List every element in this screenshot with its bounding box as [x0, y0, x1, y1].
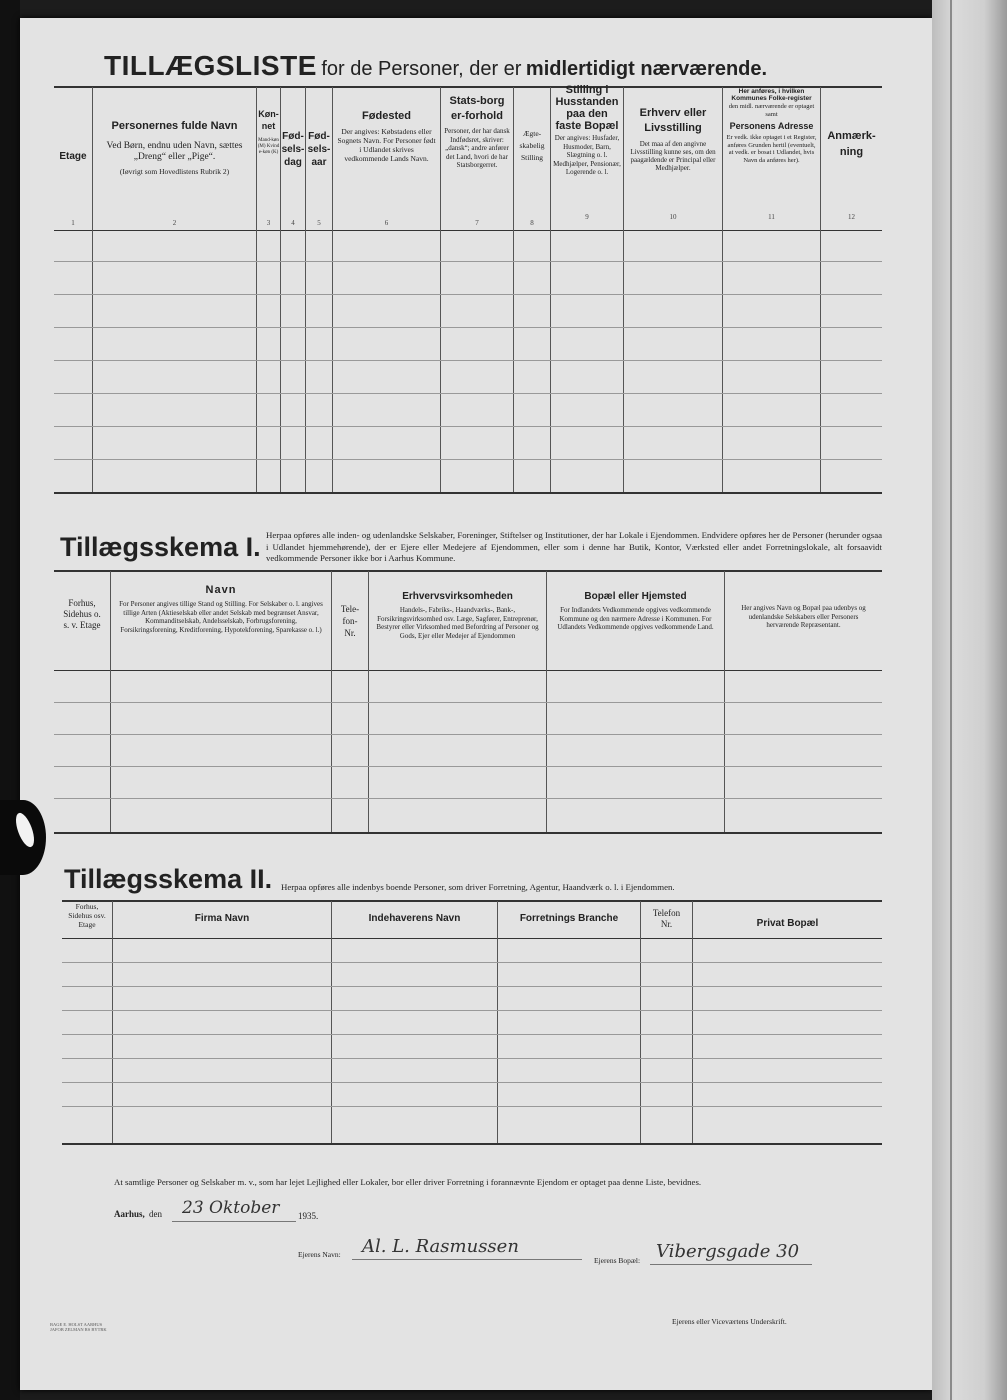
skema1-row-line: [54, 734, 882, 735]
skema2-row-line: [62, 1058, 882, 1059]
printer-imprint: [50, 1322, 107, 1332]
skema1-row-line: [54, 766, 882, 767]
t1-header-birthplace: [333, 110, 440, 163]
t1-address-desc: Er vedk. ikke optaget i et Register, anføres Grunden hertil (eventuelt, at vedk. er bosat i Udlandet, hvis Navn da anføres her).: [726, 134, 817, 164]
t1-header-name: [93, 120, 256, 176]
den-label: den: [149, 1209, 163, 1219]
skema1-top-border: [54, 570, 882, 572]
table1-row-line: [54, 261, 882, 262]
t1-address-pre: Her anføres, i hvilken Kommunes Folke-register: [731, 88, 812, 102]
s1-header-phone: Tele-fon-Nr.: [340, 604, 360, 638]
s1-header-business: [369, 590, 546, 640]
table1-row-line: [54, 327, 882, 328]
t1-household-desc: Der angives: Husfader, Husmoder, Barn, Slægtning o. l. Medhjælper, Pensionær, Logerende o. l.: [553, 134, 621, 176]
t1-header-marital: Ægte-skabelig Stilling: [519, 129, 545, 162]
s1-header-representative: Her angives Navn og Bopæl paa udenbys og udenlandske Selskabers eller Personers herværende Repræsentant.: [741, 604, 866, 629]
title-main: TILLÆGSLISTE: [104, 50, 317, 81]
owner-address-underline: [650, 1264, 812, 1265]
s1-name-title: Navn: [205, 584, 237, 596]
t1-colnum: 12: [848, 213, 855, 221]
t1-occupation-desc: Det maa af den angivne Livsstilling kunne ses, om den paagældende er Principal eller Medhjælper.: [630, 140, 716, 172]
skema2-row-line: [62, 1010, 882, 1011]
t1-name-note: (Iøvrigt som Hovedlistens Rubrik 2): [119, 167, 230, 176]
skema2-row-line: [62, 986, 882, 987]
skema1-title: Tillægsskema I.: [60, 532, 261, 562]
title-rest-b: midlertidigt nærværende.: [525, 58, 768, 80]
owner-name-underline: [352, 1259, 582, 1260]
s1-header-name: [111, 584, 331, 634]
page-title: [104, 50, 767, 82]
owner-name-signature: Al. L. Rasmussen: [362, 1236, 519, 1257]
place-label: Aarhus,: [114, 1209, 145, 1219]
skema2-row-line: [62, 1082, 882, 1083]
t1-address-mid: den midl. nærværende er optaget samt: [728, 103, 815, 118]
skema2-row-line: [62, 1034, 882, 1035]
skema1-row-line: [54, 702, 882, 703]
skema2-bottom-border: [62, 1143, 882, 1145]
t1-header-citizenship: [441, 94, 513, 170]
printer-line-2: JAFOB ZELMAN RS BYTRK: [50, 1327, 107, 1332]
t1-birthplace-desc: Der angives: Købstadens eller Sognets Navn. For Personer født i Udlandet skrives vedkommende Lands Navn.: [337, 127, 436, 163]
t1-colnum: 9: [585, 213, 589, 221]
next-page-edge: [932, 0, 1007, 1400]
t1-colnum: 7: [475, 219, 479, 227]
year-label: 1935.: [298, 1211, 319, 1221]
t1-colnum: 6: [384, 219, 389, 227]
t1-name-desc: Ved Børn, endnu uden Navn, sættes „Dreng“ eller „Pige“.: [106, 141, 243, 162]
skema2-row-line: [62, 1106, 882, 1107]
t1-gender-title: Køn-net: [258, 109, 279, 131]
t1-header-household: [551, 84, 623, 177]
certification-text: At samtlige Personer og Selskaber m. v., som har lejet Lejlighed eller Lokaler, bor eller driver Forretning i forannævnte Ejendom er optaget paa denne Liste, bevidnes.: [114, 1177, 702, 1187]
t1-gender-desc: Mand-køn (M) Kvinde-køn (K): [257, 138, 280, 155]
owner-name-label: Ejerens Navn:: [298, 1250, 341, 1259]
s2-header-branch: Forretnings Branche: [519, 913, 619, 924]
t1-header-address: [723, 88, 820, 164]
t1-colnum: 2: [172, 219, 177, 227]
handwritten-date: 23 Oktober: [182, 1198, 280, 1218]
s1-business-title: Erhvervsvirksomheden: [402, 591, 513, 602]
t1-header-occupation: [624, 106, 722, 172]
skema1-bottom-border: [54, 832, 882, 834]
s2-header-owner: Indehaverens Navn: [368, 913, 461, 924]
owner-address-handwritten: Vibergsgade 30: [656, 1241, 800, 1262]
table1-row-line: [54, 360, 882, 361]
page-fold-line: [950, 0, 952, 1400]
scan-background-left: [0, 0, 20, 1400]
t1-household-title: Stilling i Husstanden paa den faste Bopæl: [555, 84, 619, 132]
table1-row-line: [54, 459, 882, 460]
s2-header-phone: Telefon Nr.: [652, 908, 681, 929]
t1-address-title: Personens Adresse: [729, 121, 814, 131]
t1-header-birthday: Fød-sels-dag: [281, 131, 305, 168]
skema1-row-line: [54, 798, 882, 799]
t1-name-title: Personernes fulde Navn: [111, 120, 238, 132]
t1-header-gender: [257, 108, 280, 156]
s1-header-residence: [547, 590, 724, 632]
s1-header-etage: Forhus, Sidehus o. s. v. Etage: [63, 598, 101, 630]
table1-bottom-border: [54, 492, 882, 494]
s1-business-desc: Handels-, Fabriks-, Haandværks-, Bank-, Forsikringsvirksomhed osv. Læge, Sagfører, Entreprenør, Bestyrer eller Virksomhed med Befordring af Personer og Gods, Ejer eller Medejer af Ejendommen: [376, 606, 539, 640]
s1-residence-title: Bopæl eller Hjemsted: [584, 591, 687, 602]
s1-residence-desc: For Indlandets Vedkommende opgives vedkommende Kommune og den nærmere Adresse i Kommunen. For Udlandets Vedkommende opgives vedkommende Land.: [557, 606, 714, 631]
skema2-row-line: [62, 962, 882, 963]
t1-header-etage: Etage: [59, 151, 87, 162]
skema2-top-border: [62, 900, 882, 902]
table1-row-line: [54, 393, 882, 394]
t1-citizenship-title: Stats-borger-forhold: [449, 95, 505, 122]
skema2-header-bottom: [62, 938, 882, 939]
t1-header-birthyear: Fød-sels-aar: [307, 131, 331, 168]
t1-occupation-title: Erhverv eller Livsstilling: [639, 107, 707, 134]
t1-colnum: 4: [291, 219, 295, 227]
t1-colnum: 1: [71, 219, 75, 227]
t1-colnum: 3: [266, 219, 271, 227]
s1-name-desc: For Personer angives tillige Stand og Stilling. For Selskaber o. l. angives tillige Arten (Aktieselskab eller andet Selskab med begrænset Ansvar, Kommanditselskab, Andelsselskab, Forbrugsforening, Forsikringsforening, Kreditforening, Hypotekforening, Sparekasse o. l.): [119, 600, 323, 634]
t1-colnum: 8: [530, 219, 534, 227]
t1-colnum: 11: [768, 213, 775, 221]
s2-header-etage: Forhus, Sidehus osv. Etage: [68, 902, 106, 929]
s2-header-address: Privat Bopæl: [756, 918, 819, 929]
printer-line-1: BAGE E. HOLST AARHUS: [50, 1322, 103, 1327]
t1-colnum: 5: [317, 219, 321, 227]
s2-header-firm: Firma Navn: [194, 913, 250, 924]
t1-colnum: 10: [669, 213, 677, 221]
date-line: [114, 1209, 162, 1219]
skema2-title: Tillægsskema II.: [64, 864, 273, 894]
table1-row-line: [54, 426, 882, 427]
date-underline: [172, 1221, 296, 1222]
skema2-intro: Herpaa opføres alle indenbys boende Personer, som driver Forretning, Agentur, Haandværk o. l. i Ejendommen.: [281, 882, 675, 892]
t1-citizenship-desc: Personer, der har dansk Indfødsret, skriver: „dansk“; andre anfører det Land, hvori de har Statsborgerret.: [444, 127, 510, 169]
table1-header-bottom: [54, 230, 882, 231]
owner-address-label: Ejerens Bopæl:: [594, 1256, 641, 1265]
table1-row-line: [54, 294, 882, 295]
title-rest-a: for de Personer, der er: [321, 58, 522, 80]
t1-birthplace-title: Fødested: [362, 110, 411, 122]
signature-caption: Ejerens eller Viceværtens Underskrift.: [672, 1317, 787, 1326]
skema1-intro: Herpaa opføres alle inden- og udenlandske Selskaber, Foreninger, Stiftelser og Institutioner, der har Lokale i Ejendommen. Endvidere opføres her de Personer (herunder ogsaa i Udlandet hjemmehørende), der er Ejere eller Medejere af Ejendommen, eller som i denne har Butik, Kontor, Værksted eller andet Forretningslokale, alt forsaavidt vedkommende Personer ikke bor i Aarhus Kommune.: [266, 530, 882, 563]
skema1-header-bottom: [54, 670, 882, 671]
t1-header-remarks: Anmærk-ning: [827, 130, 876, 158]
